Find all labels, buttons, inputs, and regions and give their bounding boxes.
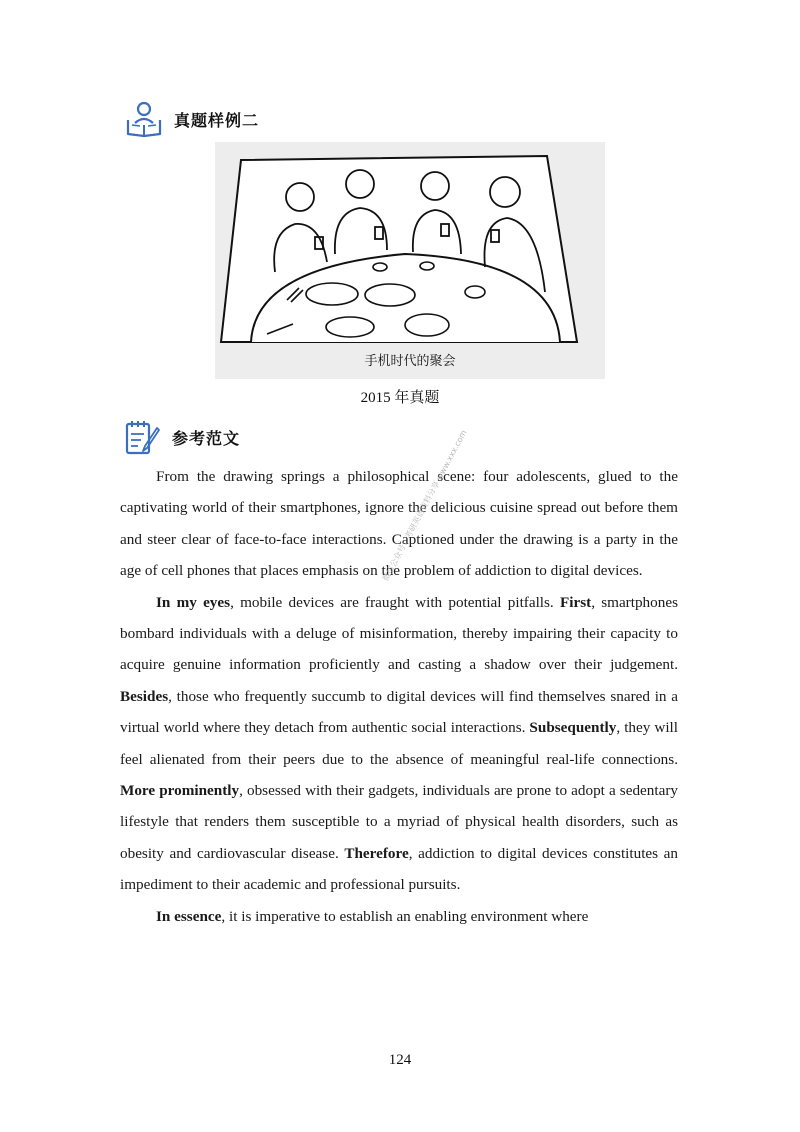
essay-transition-word: Therefore bbox=[344, 844, 409, 862]
essay-transition-word: In essence bbox=[156, 907, 222, 925]
essay-transition-word: First bbox=[559, 593, 592, 611]
watermark: 微信公众号：考研英语资料分享 www.xxx.com bbox=[380, 428, 469, 583]
section-header-sample bbox=[126, 100, 259, 138]
section-header-model-essay bbox=[124, 418, 240, 456]
notepad-pen-icon bbox=[124, 418, 160, 456]
exam-year-label: 2015 年真题 bbox=[360, 390, 440, 406]
reader-icon bbox=[126, 100, 162, 138]
model-essay bbox=[120, 461, 678, 932]
essay-transition-word: Subsequently bbox=[529, 719, 617, 737]
figure-caption: 手机时代的聚会 bbox=[364, 354, 456, 369]
page-number: 124 bbox=[388, 1052, 412, 1068]
essay-transition-word: In my eyes bbox=[156, 593, 231, 611]
essay-transition-word: Besides bbox=[120, 687, 169, 705]
essay-transition-word: More prominently bbox=[120, 782, 240, 800]
section-title-sample: 真题样例二 bbox=[174, 110, 260, 130]
essay-paragraph-3: In essence, it is imperative to establish an enabling environment where bbox=[156, 907, 589, 925]
essay-paragraph-2: In my eyes, mobile devices are fraught with potential pitfalls. First, smartphones bombard individuals with a deluge of misinformation, thereby impairing their capacity to acquire genuine information proficiently and casting a shadow over their judgement. Besides, those who frequently succumb to digital devices will find themselves snared in a virtual world where they detach from authentic social interactions. Subsequently, they will feel alienated from their peers due to the absence of meaningful real-life connections. More prominently, obsessed with their gadgets, individuals are prone to adopt a sedentary lifestyle that renders them susceptible to a myriad of physical health disorders, such as obesity and cardiovascular disease. Therefore, addiction to digital devices constitutes an impediment to their academic and professional pursuits. bbox=[120, 593, 679, 894]
section-title-model-essay: 参考范文 bbox=[172, 428, 241, 448]
cartoon-illustration bbox=[215, 142, 605, 379]
essay-paragraph-1: From the drawing springs a philosophical scene: four adolescents, glued to the captivating world of their smartphones, ignore the delicious cuisine spread out before them and steer clear of face-to-face interactions. Captioned under the drawing is a party in the age of cell phones that places emphasis on the problem of addiction to digital devices. bbox=[120, 468, 678, 580]
